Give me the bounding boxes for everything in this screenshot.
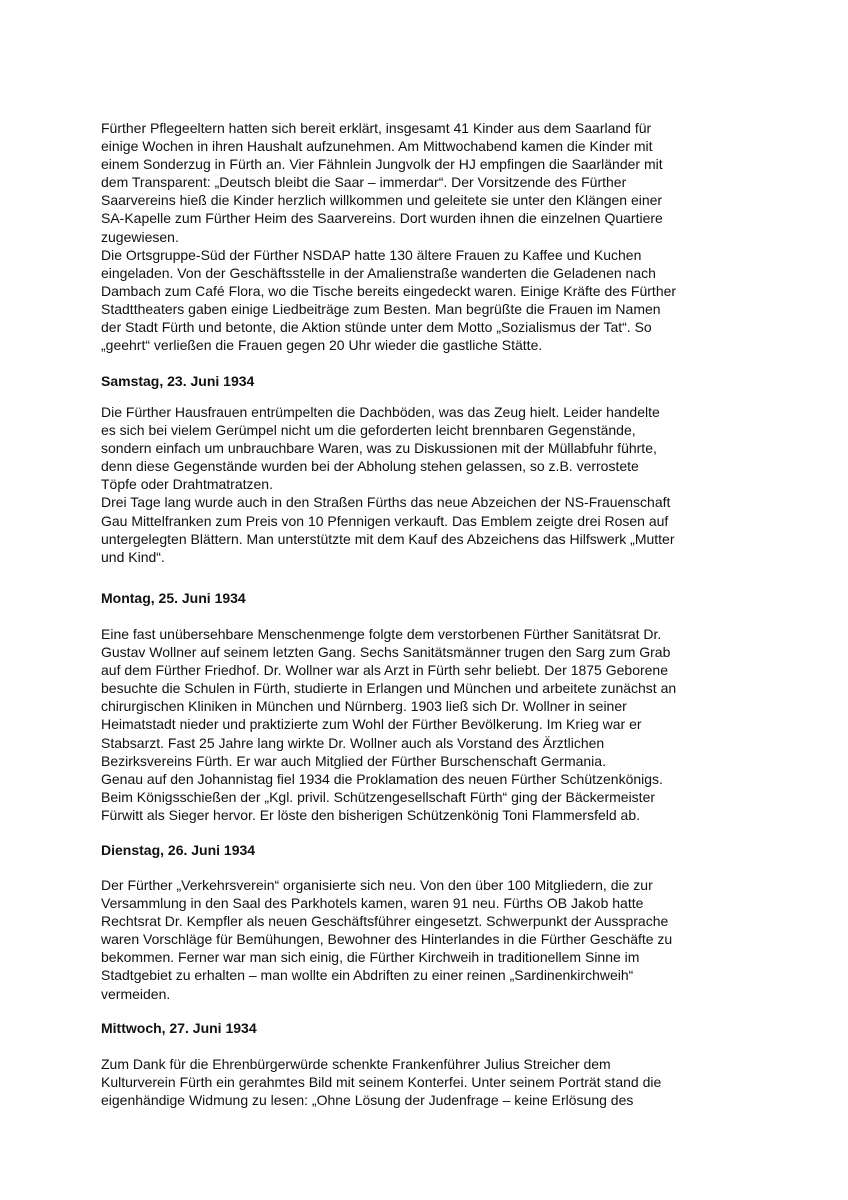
text-line: Fürwitt als Sieger hervor. Er löste den bisherigen Schützenkönig Toni Flammersfeld ab. [101,806,641,823]
text-line: besuchte die Schulen in Fürth, studierte in Erlangen und München und arbeitete zunächst an [101,680,677,697]
heading-montag: Montag, 25. Juni 1934 [101,590,246,606]
text-line: Eine fast unübersehbare Menschenmenge folgte dem verstorbenen Fürther Sanitätsrat Dr. [101,626,662,642]
text-line: bekommen. Ferner war man sich einig, die Fürther Kirchweih in traditionellem Sinne im [101,949,640,966]
text-line: Stadttheaters gaben einige Liedbeiträge zum Besten. Man begrüßte die Frauen im Namen [101,300,661,317]
text-line: Saarvereins hieß die Kinder herzlich willkommen und geleitete sie unter den Klängen einer [101,192,663,209]
text-line: Genau auf den Johannistag fiel 1934 die Proklamation des neuen Fürther Schützenkönigs. [101,770,663,787]
text-line: Gustav Wollner auf seinem letzten Gang. Sechs Sanitätsmänner trugen den Sarg zum Grab [101,644,671,661]
text-line: eigenhändige Widmung zu lesen: „Ohne Lösung der Judenfrage – keine Erlösung des [101,1092,634,1109]
text-line: Die Fürther Hausfrauen entrümpelten die Dachböden, was das Zeug hielt. Leider handelte [101,404,660,420]
text-line: untergelegten Blättern. Man unterstützte mit dem Kauf des Abzeichens das Hilfswerk „Mutter [101,530,675,547]
text-line: zugewiesen. [101,228,179,245]
text-line: Gau Mittelfranken zum Preis von 10 Pfennigen verkauft. Das Emblem zeigte drei Rosen auf [101,512,669,529]
text-line: Der Fürther „Verkehrsverein“ organisierte sich neu. Von den über 100 Mitgliedern, die zur [101,877,653,893]
text-line: vermeiden. [101,985,171,1002]
text-line: einige Wochen in ihren Haushalt aufzunehmen. Am Mittwochabend kamen die Kinder mit [101,138,653,155]
text-line: Töpfe oder Drahtmatratzen. [101,476,273,493]
text-line: Heimatstadt nieder und praktizierte zum Wohl der Fürther Bevölkerung. Im Krieg war er [101,716,642,733]
text-line: Dambach zum Café Flora, wo die Tische bereits eingedeckt waren. Einige Kräfte des Fürther [101,282,677,299]
text-line: Beim Königsschießen der „Kgl. privil. Schützengesellschaft Fürth“ ging der Bäckermeister [101,788,656,805]
text-line: Stadtgebiet zu erhalten – man wollte ein Abdriften zu einer reinen „Sardinenkirchweih“ [101,967,634,984]
text-line: es sich bei vielem Gerümpel nicht um die geforderten leicht brennbaren Gegenstände, [101,422,636,439]
text-line: dem Transparent: „Deutsch bleibt die Saar – immerdar“. Der Vorsitzende des Fürther [101,174,627,191]
text-line: Fürther Pflegeeltern hatten sich bereit erklärt, insgesamt 41 Kinder aus dem Saarland für [101,120,652,136]
text-line: auf dem Fürther Friedhof. Dr. Wollner war als Arzt in Fürth sehr beliebt. Der 1875 Geborene [101,662,668,679]
heading-dienstag: Dienstag, 26. Juni 1934 [101,842,256,858]
intro-paragraph [101,119,676,354]
text-line: der Stadt Fürth und betonte, die Aktion stünde unter dem Motto „Sozialismus der Tat“. So [101,319,652,336]
section-montag-body [101,625,676,824]
section-mittwoch-body [101,1055,661,1109]
text-line: Rechtsrat Dr. Kempfler als neuen Geschäftsführer eingesetzt. Schwerpunkt der Aussprache [101,913,669,930]
text-line: waren Vorschläge für Bemühungen, Bewohner des Hinterlandes in die Fürther Geschäfte zu [101,931,673,948]
text-line: einem Sonderzug in Fürth an. Vier Fähnlein Jungvolk der HJ empfingen die Saarländer mit [101,156,663,173]
heading-mittwoch: Mittwoch, 27. Juni 1934 [101,1020,257,1036]
text-line: chirurgischen Kliniken in München und Nürnberg. 1903 ließ sich Dr. Wollner in seiner [101,698,627,715]
text-line: sondern einfach um unbrauchbare Waren, was zu Diskussionen mit der Müllabfuhr führte, [101,440,657,457]
text-line: Bezirksvereins Fürth. Er war auch Mitglied der Fürther Burschenschaft Germania. [101,752,606,769]
text-line: eingeladen. Von der Geschäftsstelle in der Amalienstraße wanderten die Geladenen nach [101,264,656,281]
section-samstag-body [101,403,675,566]
text-line: und Kind“. [101,548,165,565]
text-line: Stabsarzt. Fast 25 Jahre lang wirkte Dr. Wollner auch als Vorstand des Ärztlichen [101,734,605,751]
text-line: Versammlung in den Saal des Parkhotels kamen, waren 91 neu. Fürths OB Jakob hatte [101,895,644,912]
text-line: Kulturverein Fürth ein gerahmtes Bild mit seinem Konterfei. Unter seinem Porträt stand die [101,1074,662,1091]
text-line: Drei Tage lang wurde auch in den Straßen Fürths das neue Abzeichen der NS-Frauenschaft [101,494,671,511]
section-dienstag-body [101,876,672,1003]
text-line: SA-Kapelle zum Fürther Heim des Saarvereins. Dort wurden ihnen die einzelnen Quartiere [101,210,663,227]
heading-samstag: Samstag, 23. Juni 1934 [101,373,255,389]
text-line: denn diese Gegenstände wurden bei der Abholung stehen gelassen, so z.B. verrostete [101,458,639,475]
text-line: „geehrt“ verließen die Frauen gegen 20 Uhr wieder die gastliche Stätte. [101,337,543,354]
text-line: Zum Dank für die Ehrenbürgerwürde schenkte Frankenführer Julius Streicher dem [101,1056,611,1072]
text-line: Die Ortsgruppe-Süd der Fürther NSDAP hatte 130 ältere Frauen zu Kaffee und Kuchen [101,246,642,263]
